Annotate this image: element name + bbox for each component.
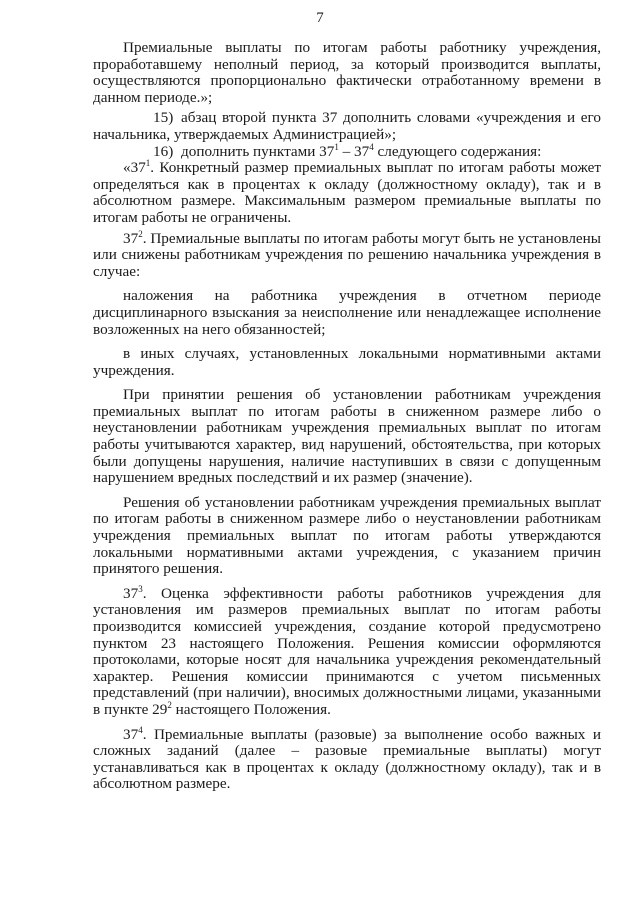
clause-37-4-sup: 4	[138, 724, 143, 735]
clause-37-1-text: . Конкретный размер премиальных выплат по итогам работы может определяться как в процентах к окладу (должностному окладу), так и в абсолютном размере. Максимальным размером премиальные выплаты по итогам работы не ограничены.	[93, 159, 601, 226]
paragraph-premium-partial-period: Премиальные выплаты по итогам работы работнику учреждения, проработавшему неполный период, за который производится выплаты, осуществляются пропорционально фактически отработанному времени в данном периоде.»;	[93, 39, 601, 106]
clause-37-3-sup: 3	[138, 583, 143, 594]
document-body	[93, 40, 601, 793]
item-15-number: 15)	[153, 109, 174, 127]
case-other-local-acts: в иных случаях, установленных локальными нормативными актами учреждения.	[93, 345, 601, 379]
clause-37-1-prefix: «37	[123, 159, 146, 177]
clause-37-1-sup: 1	[145, 158, 151, 169]
item-16-number: 16)	[153, 142, 174, 160]
clause-37-4	[93, 724, 601, 793]
clause-37-3-sup-2: 2	[167, 699, 172, 710]
case-disciplinary-penalty: наложения на работника учреждения в отчетном периоде дисциплинарного взыскания за неисполнение или ненадлежащее исполнение возложенных на него обязанностей;	[93, 287, 601, 338]
clause-37-3	[93, 583, 601, 719]
clause-37-2-text: . Премиальные выплаты по итогам работы могут быть не установлены или снижены работникам учреждения по решению начальника учреждения в случае:	[93, 229, 601, 280]
clause-37-3-text: . Оценка эффективности работы работников учреждения для установления им размеров премиальных выплат по итогам работы производится комиссией учреждения, создание которой предусмотрено пунктом 23 настоящего Положения. Решения комиссии оформляются протоколами, которые носят для начальника учреждения рекомендательный характер. Решения комиссии принимаются с учетом письменных представлений (при наличии), вносимых должностными лицами, указанными в пункте 29	[93, 584, 601, 718]
clause-37-3-text-2: настоящего Положения.	[171, 700, 331, 718]
item-16-sup-a: 1	[334, 141, 339, 152]
paragraph-decisions-approval: Решения об установлении работникам учреждения премиальных выплат по итогам работы в сниженном размере либо о неустановлении работникам учреждения премиальных выплат по итогам работы утверждаются локальными нормативными актами учреждения, с указанием причин принятого решения.	[93, 493, 601, 578]
clause-37-2-prefix: 37	[123, 229, 139, 247]
item-15-text: абзац второй пункта 37 дополнить словами «учреждения и его начальника, утверждаемых Администрацией»;	[93, 109, 601, 143]
paragraph-decision-reduction: При принятии решения об установлении работникам учреждения премиальных выплат по итогам работы в сниженном размере либо о неустановлении работникам учреждения премиальных выплат по итогам работы учитываются характер, вид нарушений, обстоятельства, при которых были допущены нарушения, наличие наступивших в связи с допущенным нарушением вредных последствий и их размер (значение).	[93, 386, 601, 487]
item-16-text-b: – 37	[338, 142, 370, 160]
item-16	[93, 141, 601, 161]
item-15	[93, 110, 601, 143]
item-16-text-a: дополнить пунктами 37	[181, 142, 335, 160]
item-16-text-c: следующего содержания:	[373, 142, 542, 160]
clause-37-2-sup: 2	[138, 228, 143, 239]
clause-37-1	[93, 160, 601, 226]
clause-37-4-prefix: 37	[123, 725, 139, 743]
item-16-sup-b: 4	[369, 141, 374, 152]
clause-37-3-prefix: 37	[123, 584, 139, 602]
clause-37-4-text: . Премиальные выплаты (разовые) за выполнение особо важных и сложных заданий (далее – разовые премиальные выплаты) могут устанавливаться как в процентах к окладу (должностному окладу), так и в абсолютном размере.	[93, 725, 601, 793]
clause-37-2	[93, 228, 601, 281]
page-number: 7	[316, 10, 324, 26]
